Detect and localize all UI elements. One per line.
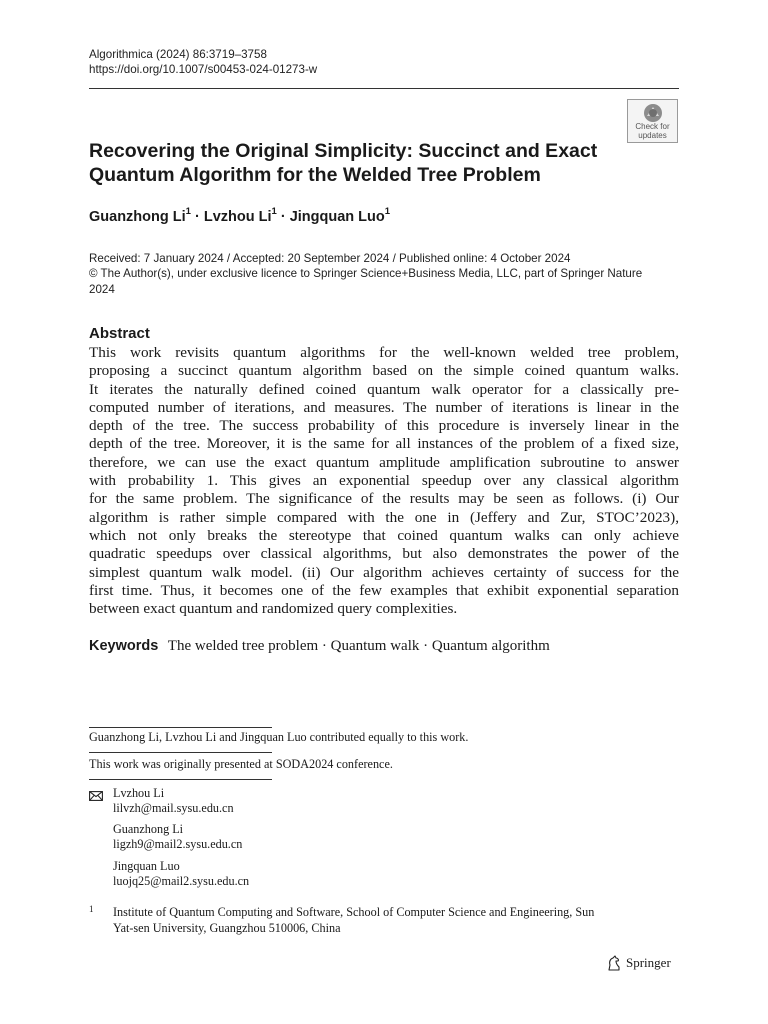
journal-header bbox=[89, 47, 317, 77]
abstract-line: between exact quantum and randomized query complexities. bbox=[89, 600, 458, 618]
contact-name: Guanzhong Li bbox=[113, 822, 184, 836]
author-name[interactable]: Jingquan Luo bbox=[289, 208, 385, 225]
abstract-line: algorithm is rather simple compared with the one in (Jeffery and Zur, STOC’2023), bbox=[89, 508, 679, 526]
author-affil-mark: 1 bbox=[185, 206, 191, 217]
footnote-rule bbox=[89, 752, 272, 753]
abstract-line: proposing a succinct quantum algorithm based on the simple coined quantum walks. bbox=[89, 362, 679, 380]
abstract-heading: Abstract bbox=[89, 325, 150, 342]
footnote-rule bbox=[89, 779, 272, 780]
title-line-2: Quantum Algorithm for the Welded Tree Problem bbox=[89, 163, 541, 186]
paper-title bbox=[89, 140, 619, 187]
doi-link[interactable]: https://doi.org/10.1007/s00453-024-01273-w bbox=[89, 63, 318, 76]
abstract-line: quadratic speedups over classical algorithms, but also demonstrates the power of the bbox=[89, 545, 679, 563]
keywords-text: The welded tree problem · Quantum walk · Quantum algorithm bbox=[167, 638, 550, 654]
contact-entry bbox=[113, 822, 242, 852]
journal-citation: Algorithmica (2024) 86:3719–3758 bbox=[89, 48, 267, 61]
contribution-note: Guanzhong Li, Lvzhou Li and Jingquan Luo contributed equally to this work. bbox=[89, 730, 469, 744]
publication-dates bbox=[89, 251, 681, 297]
badge-line1: Check for bbox=[635, 122, 670, 131]
dates-line: Received: 7 January 2024 / Accepted: 20 September 2024 / Published online: 4 October 2024 bbox=[89, 252, 571, 265]
contact-name: Lvzhou Li bbox=[113, 786, 165, 800]
conference-note: This work was originally presented at SODA2024 conference. bbox=[89, 757, 393, 771]
contact-email[interactable]: lilvzh@mail.sysu.edu.cn bbox=[113, 801, 234, 815]
abstract-line: for the same problem. The significance of the results may be seen as follows. (i) Our bbox=[89, 490, 679, 508]
author-affil-mark: 1 bbox=[384, 206, 391, 217]
abstract-line: first time. Thus, it becomes one of the few examples that exhibit exponential separation bbox=[89, 581, 679, 599]
title-line-1: Recovering the Original Simplicity: Succinct and Exact bbox=[89, 140, 598, 162]
author-name[interactable]: Guanzhong Li bbox=[89, 208, 186, 225]
affiliation-line: Yat-sen University, Guangzhou 510006, China bbox=[113, 920, 341, 935]
badge-line2: updates bbox=[638, 130, 667, 140]
contact-email[interactable]: luojq25@mail2.sysu.edu.cn bbox=[113, 874, 250, 888]
contact-entry bbox=[113, 786, 234, 816]
affiliation-number: 1 bbox=[89, 904, 94, 914]
check-for-updates-badge[interactable] bbox=[627, 99, 678, 143]
abstract-line: simplest quantum walk model. (ii) Our algorithm achieves certainty of success for the bbox=[89, 563, 679, 581]
keywords-label: Keywords bbox=[89, 638, 159, 654]
contact-name: Jingquan Luo bbox=[113, 859, 180, 873]
abstract-line: therefore, we can use the exact quantum amplitude amplification subroutine to answer bbox=[89, 453, 679, 471]
author-name[interactable]: Lvzhou Li bbox=[203, 208, 272, 225]
header-rule bbox=[89, 88, 679, 89]
abstract-line: depth of the tree. The success probability of this procedure is inversely linear in the bbox=[89, 417, 679, 435]
affiliation bbox=[113, 905, 673, 936]
abstract-line: This work revisits quantum algorithms for the well-known welded tree problem, bbox=[89, 344, 679, 361]
copyright-year: 2024 bbox=[89, 282, 115, 296]
author-list: Guanzhong $Li^1$ · Lvzhou $Li^1$ · Jingquan Luo$^1$ bbox=[89, 206, 391, 225]
envelope-icon bbox=[89, 791, 103, 801]
abstract-line: with probability 1. This gives an exponential speedup over any classical algorithm bbox=[89, 472, 679, 490]
footnote-rule bbox=[89, 727, 272, 728]
abstract-body bbox=[89, 344, 679, 618]
affiliation-line: Institute of Quantum Computing and Software, School of Computer Science and Engineering, Sun bbox=[113, 905, 595, 919]
publisher-name: Springer bbox=[626, 955, 671, 970]
abstract-line: which not only breaks the stereotype that coined quantum walks can only achieve bbox=[89, 526, 679, 544]
contact-email[interactable]: ligzh9@mail2.sysu.edu.cn bbox=[113, 837, 243, 851]
author-affil-mark: 1 bbox=[271, 206, 277, 217]
keywords bbox=[89, 638, 550, 655]
contact-entry bbox=[113, 859, 249, 889]
copyright-line: © The Author(s), under exclusive licence to Springer Science+Business Media, LLC, part of Springer Nature bbox=[89, 267, 643, 281]
check-for-updates-icon bbox=[642, 103, 664, 123]
publisher-logo bbox=[606, 955, 671, 971]
abstract-line: It iterates the naturally defined coined quantum walk operator for a classically pre- bbox=[89, 380, 679, 398]
abstract-line: depth of the tree. Moreover, it is the same for all instances of the problem of a fixed size, bbox=[89, 435, 679, 453]
abstract-line: computed number of iterations, and measures. The number of iterations is linear in the bbox=[89, 398, 679, 416]
springer-horse-icon bbox=[606, 955, 622, 971]
